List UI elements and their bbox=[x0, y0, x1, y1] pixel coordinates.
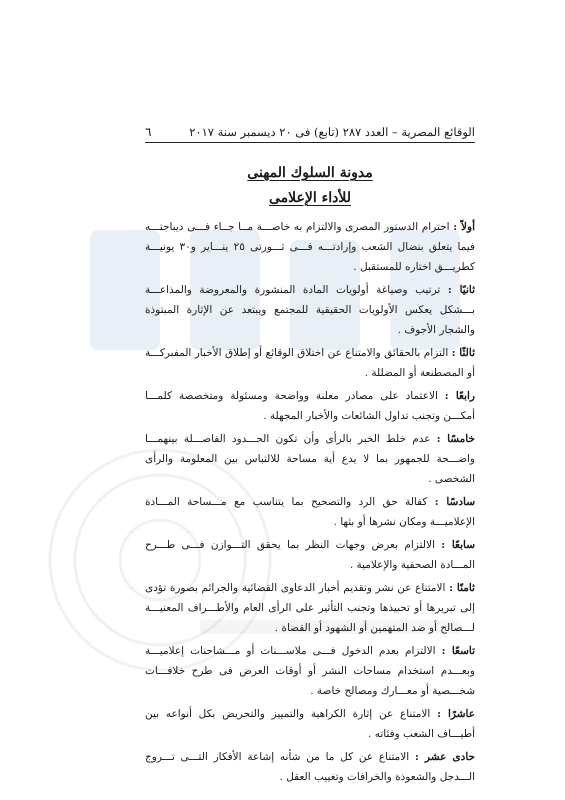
running-title: الوقائع المصرية – العدد ٢٨٧ (تابع) فى ٢٠ ديسمبر سنة ٢٠١٧ bbox=[189, 125, 475, 139]
clause-text: الامتناع عن كل ما من شأنه إشاعة الأفكار التـــى تـــروج الـــدجل والشعوذة والخرافات وتغييب العقل . bbox=[145, 751, 475, 783]
page-header bbox=[145, 125, 475, 143]
clauses-list bbox=[145, 217, 475, 787]
clause-2 bbox=[145, 280, 475, 340]
clause-lead: ثامنًا : bbox=[449, 582, 475, 594]
clause-9 bbox=[145, 641, 475, 701]
clause-lead: حادى عشر : bbox=[414, 751, 476, 763]
clause-text: الاعتماد على مصادر معلنة وواضحة ومسئولة ومتخصصة كلمـــا أمكـــن وتجنب تداول الشائعات والأخبار المجهلة . bbox=[145, 390, 475, 422]
clause-text: كفالة حق الرد والتصحيح بما يتناسب مع مـــساحة المـــادة الإعلاميـــة ومكان نشرها أو بثها . bbox=[145, 496, 475, 528]
clause-10 bbox=[145, 704, 475, 744]
clause-7 bbox=[145, 535, 475, 575]
clause-lead: سابعًا : bbox=[441, 539, 475, 551]
clause-lead: رابعًا : bbox=[444, 390, 475, 402]
clause-text: الامتناع عن نشر وتقديم أخبار الدعاوى القضائية والجرائم بصورة تؤدى إلى تبريرها أو تحبيذها وتجنب التأثير على الرأى العام والأطـــراف المعنيـــة لـــصالح أو ضد المتهمين أو الشهود أو القضاة . bbox=[145, 582, 475, 634]
clause-4 bbox=[145, 386, 475, 426]
clause-1 bbox=[145, 217, 475, 277]
clause-5 bbox=[145, 429, 475, 489]
clause-text: الالتزام بعرض وجهات النظر بما يحقق التـــوازن فـــى طـــرح المـــادة الصحفية والإعلامية . bbox=[145, 539, 475, 571]
clause-11 bbox=[145, 747, 475, 787]
clause-lead: أولاً : bbox=[453, 221, 475, 233]
clause-3 bbox=[145, 343, 475, 383]
clause-text: الامتناع عن إثارة الكراهية والتمييز والتحريض بكل أنواعه بين أطيـــاف الشعب وفئاته . bbox=[145, 708, 475, 740]
clause-text: عدم خلط الخبر بالرأى وأن تكون الحـــدود الفاصـــلة بينهمـــا واضـــحة للجمهور بما لا يدع أية مساحة للالتباس بين المعلومة والرأى الشخصى . bbox=[145, 433, 475, 485]
clause-6 bbox=[145, 492, 475, 532]
clause-text: احترام الدستور المصرى والالتزام به خاصـــة مــا جــاء فـــى ديباجتـــه فيما يتعلق بنضال الشعب وإرادتـــه فـــى ثـــورتى ٢٥ ينـــاير و٣٠ يونيـــة كطريـــق اختاره للمستقبل . bbox=[145, 221, 475, 273]
clause-lead: ثالثًا : bbox=[451, 347, 475, 359]
clause-lead: تاسعًا : bbox=[441, 645, 476, 657]
document-page bbox=[145, 0, 475, 787]
clause-lead: خامسًا : bbox=[436, 433, 475, 445]
clause-8 bbox=[145, 578, 475, 638]
page-number: ٦ bbox=[145, 125, 152, 139]
clause-lead: عاشرًا : bbox=[437, 708, 475, 720]
clause-text: التزام بالحقائق والامتناع عن اختلاق الوقائع أو إطلاق الأخبار المفبركـــة أو المصطنعة أو المضللة . bbox=[145, 347, 475, 379]
clause-lead: سادسًا : bbox=[434, 496, 476, 508]
clause-text: ترتيب وصياغة أولويات المادة المنشورة والمعروضة والمذاعـــة بـــشكل يعكس الأولويات الحقيقية للمجتمع ويبتعد عن الإثارة المبتوذة والشجار الأجوف . bbox=[145, 284, 475, 336]
document-subtitle: للأداء الإعلامى bbox=[269, 190, 351, 206]
document-title: مدونة السلوك المهنى bbox=[247, 165, 373, 181]
clause-lead: ثانيًا : bbox=[447, 284, 475, 296]
clause-text: الالتزام بعدم الدخول فـــى ملاســـنات أو مـــشاحنات إعلاميـــة وبعـــدم استخدام مساحات النشر أو أوقات العرض فى طرح خلافـــات شخـــصية أو معـــارك ومصالح خاصة . bbox=[145, 645, 475, 697]
